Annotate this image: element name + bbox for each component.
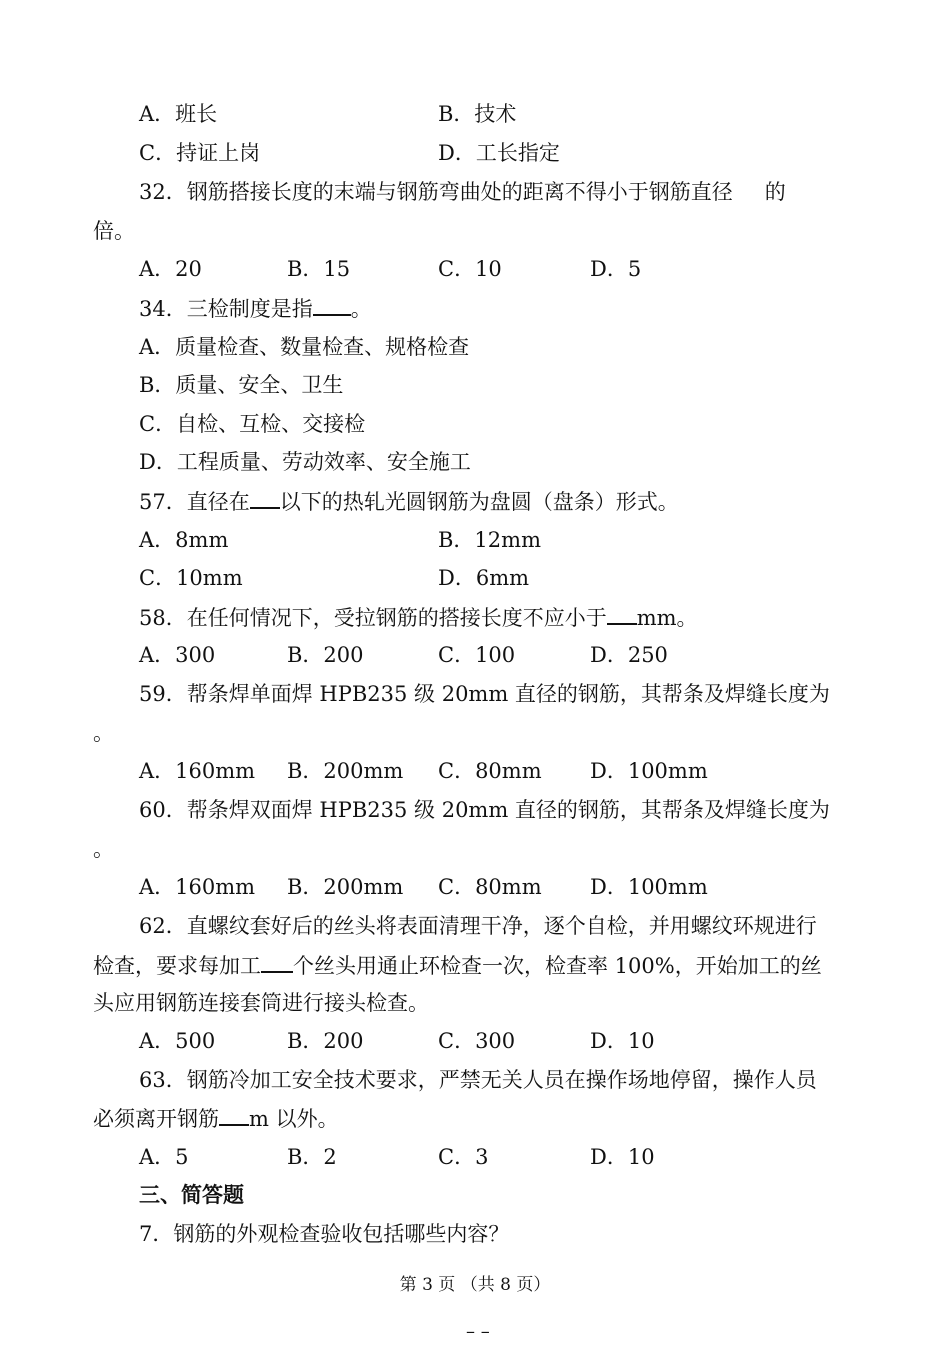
q34-text: 34．三检制度是指 — [139, 297, 313, 321]
q60-option-b: B．200mm — [287, 875, 404, 899]
q59-option-b: B．200mm — [287, 759, 404, 783]
q32-option-d: D．5 — [590, 257, 642, 281]
q63-text: 必须离开钢筋 — [93, 1107, 219, 1131]
q59-option-d: D．100mm — [590, 759, 708, 783]
q63-question-line1: 63．钢筋冷加工安全技术要求，严禁无关人员在操作场地停留，操作人员 — [139, 1068, 817, 1092]
q60-question: 60．帮条焊双面焊 HPB235 级 20mm 直径的钢筋，其帮条及焊缝长度为 — [139, 798, 830, 822]
q63-text-after: m 以外。 — [249, 1107, 339, 1131]
q60-continuation: 。 — [93, 837, 114, 861]
q57-option-d: D．6mm — [438, 566, 530, 590]
q59-question: 59．帮条焊单面焊 HPB235 级 20mm 直径的钢筋，其帮条及焊缝长度为 — [139, 682, 830, 706]
q62-text: 检查，要求每加工 — [93, 954, 261, 978]
q60-option-d: D．100mm — [590, 875, 708, 899]
q62-option-b: B．200 — [287, 1029, 364, 1053]
q34-option-c: C．自检、互检、交接检 — [139, 412, 366, 436]
q34-blank — [313, 294, 351, 316]
q60-option-c: C．80mm — [438, 875, 542, 899]
q62-text-after: 个丝头用通止环检查一次，检查率 100%，开始加工的丝 — [293, 954, 822, 978]
q31-option-b: B．技术 — [438, 102, 517, 126]
section-heading: 三、简答题 — [139, 1182, 244, 1207]
q59-option-c: C．80mm — [438, 759, 542, 783]
q57-option-a: A．8mm — [139, 528, 229, 552]
q34-option-a: A．质量检查、数量检查、规格检查 — [139, 335, 470, 359]
q31-option-a: A．班长 — [139, 102, 218, 126]
q63-option-a: A．5 — [139, 1145, 189, 1169]
bottom-dash-mark: – – — [466, 1321, 490, 1342]
q62-question-line3: 头应用钢筋连接套筒进行接头检查。 — [93, 991, 429, 1015]
q57-blank — [250, 487, 280, 509]
q58-option-a: A．300 — [139, 643, 216, 667]
q34-text-after: 。 — [350, 297, 372, 321]
q62-option-c: C．300 — [438, 1029, 516, 1053]
q32-option-b: B．15 — [287, 257, 351, 281]
q60-option-a: A．160mm — [139, 875, 256, 899]
q59-continuation: 。 — [93, 721, 114, 745]
q58-text: 58．在任何情况下，受拉钢筋的搭接长度不应小于 — [139, 606, 607, 630]
page-footer: 第 3 页 （共 8 页） — [399, 1275, 551, 1295]
q32-option-a: A．20 — [139, 257, 202, 281]
q58-option-c: C．100 — [438, 643, 516, 667]
q32-continuation: 倍。 — [93, 219, 135, 243]
q63-option-b: B．2 — [287, 1145, 337, 1169]
q32-option-c: C．10 — [438, 257, 502, 281]
q63-option-d: D．10 — [590, 1145, 655, 1169]
q58-question — [139, 603, 698, 632]
q7-question: 7．钢筋的外观检查验收包括哪些内容？ — [139, 1222, 510, 1246]
q34-option-d: D．工程质量、劳动效率、安全施工 — [139, 450, 471, 474]
q62-blank — [261, 951, 293, 973]
q58-option-d: D．250 — [590, 643, 668, 667]
q31-option-c: C．持证上岗 — [139, 141, 261, 165]
q63-option-c: C．3 — [438, 1145, 489, 1169]
q58-blank — [607, 603, 637, 625]
q34-option-b: B．质量、安全、卫生 — [139, 373, 344, 397]
q32-text: 32．钢筋搭接长度的末端与钢筋弯曲处的距离不得小于钢筋直径 — [139, 180, 733, 204]
q58-option-b: B．200 — [287, 643, 364, 667]
q62-question-line1: 62．直螺纹套好后的丝头将表面清理干净，逐个自检，并用螺纹环规进行 — [139, 914, 817, 938]
q62-option-d: D．10 — [590, 1029, 655, 1053]
q32-question — [139, 178, 786, 206]
q59-option-a: A．160mm — [139, 759, 256, 783]
q32-text-after: 的 — [764, 180, 786, 204]
q57-text-after: 以下的热轧光圆钢筋为盘圆（盘条）形式。 — [279, 490, 679, 514]
q62-option-a: A．500 — [139, 1029, 216, 1053]
q57-text: 57．直径在 — [139, 490, 250, 514]
q34-question — [139, 294, 372, 323]
q58-text-after: mm。 — [636, 606, 698, 630]
q63-blank — [219, 1104, 249, 1126]
q57-option-b: B．12mm — [438, 528, 541, 552]
q63-question-line2 — [93, 1104, 339, 1133]
q57-option-c: C．10mm — [139, 566, 243, 590]
q57-question — [139, 487, 679, 516]
q62-question-line2 — [93, 951, 822, 980]
q31-option-d: D．工长指定 — [438, 141, 560, 165]
